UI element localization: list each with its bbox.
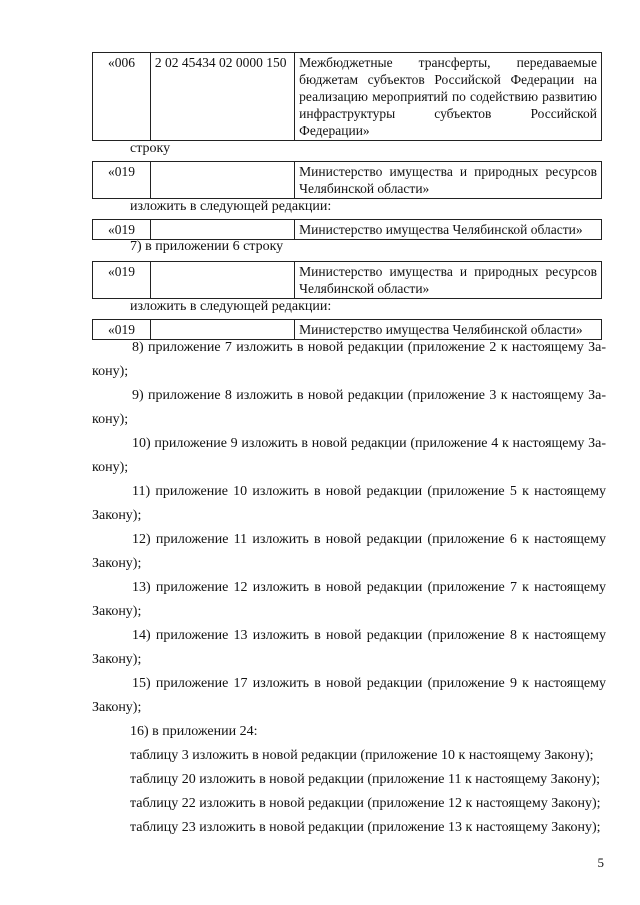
code-cell: «019 <box>93 220 151 240</box>
code-cell: «019 <box>93 262 151 299</box>
paragraph-continuation: Закону); <box>92 508 142 523</box>
paragraph-continuation: Закону); <box>92 652 142 667</box>
table-row <box>93 262 602 299</box>
paragraph-first-line: 14) приложение 13 изложить в новой редакции (приложение 8 к настоящему <box>132 628 606 643</box>
text-item-7: 7) в приложении 6 строку <box>130 239 284 254</box>
description-cell: Министерство имущества и природных ресурсов Челябинской области» <box>295 262 602 299</box>
paragraph-item-12 <box>92 528 606 576</box>
table-019-old-1 <box>92 161 602 199</box>
paragraph-item-13 <box>92 576 606 624</box>
paragraph-first-line: 10) приложение 9 изложить в новой редакции (приложение 4 к настоящему За- <box>132 436 606 451</box>
paragraph-first-line: 9) приложение 8 изложить в новой редакции (приложение 3 к настоящему За- <box>132 388 606 403</box>
page-number: 5 <box>597 855 604 870</box>
paragraph-item-14 <box>92 624 606 672</box>
code-cell: «019 <box>93 320 151 340</box>
table-019-new-1 <box>92 219 602 240</box>
sub-item-table-22: таблицу 22 изложить в новой редакции (приложение 12 к настоящему Закону); <box>130 796 601 811</box>
paragraph-continuation: Закону); <box>92 604 142 619</box>
description-cell: Министерство имущества Челябинской области» <box>295 320 602 340</box>
sub-item-table-20: таблицу 20 изложить в новой редакции (приложение 11 к настоящему Закону); <box>130 772 601 787</box>
text-izlozhit-2: изложить в следующей редакции: <box>130 299 332 314</box>
paragraph-first-line: 15) приложение 17 изложить в новой редакции (приложение 9 к настоящему <box>132 676 606 691</box>
paragraph-continuation: кону); <box>92 460 129 475</box>
paragraph-item-15 <box>92 672 606 720</box>
paragraph-item-10 <box>92 432 606 480</box>
table-019-old-2 <box>92 261 602 299</box>
code-cell: «006 <box>93 53 151 141</box>
paragraph-item-11 <box>92 480 606 528</box>
text-stroku: строку <box>130 141 171 156</box>
paragraph-first-line: 11) приложение 10 изложить в новой редакции (приложение 5 к настоящему <box>132 484 606 499</box>
paragraph-continuation: кону); <box>92 364 129 379</box>
sub-item-table-3: таблицу 3 изложить в новой редакции (приложение 10 к настоящему Закону); <box>130 748 594 763</box>
table-row <box>93 220 602 240</box>
paragraph-continuation: Закону); <box>92 556 142 571</box>
table-kbk-006 <box>92 52 602 141</box>
description-cell: Министерство имущества и природных ресурсов Челябинской области» <box>295 162 602 199</box>
code-cell: «019 <box>93 162 151 199</box>
paragraph-continuation: кону); <box>92 412 129 427</box>
paragraph-first-line: 8) приложение 7 изложить в новой редакции (приложение 2 к настоящему За- <box>132 340 606 355</box>
description-cell: Межбюджетные трансферты, передаваемые бюджетам субъектов Российской Федерации на реализацию мероприятий по содействию развитию инфраструктуры субъектов Российской Федерации» <box>295 53 602 141</box>
paragraph-item-9 <box>92 384 606 432</box>
item-16: 16) в приложении 24: <box>130 724 258 739</box>
kbk-cell: 2 02 45434 02 0000 150 <box>150 53 294 141</box>
table-row <box>93 53 602 141</box>
sub-item-table-23: таблицу 23 изложить в новой редакции (приложение 13 к настоящему Закону); <box>130 820 601 835</box>
kbk-cell <box>150 220 294 240</box>
text-izlozhit-1: изложить в следующей редакции: <box>130 199 332 214</box>
paragraph-first-line: 12) приложение 11 изложить в новой редакции (приложение 6 к настоящему <box>132 532 606 547</box>
paragraph-continuation: Закону); <box>92 700 142 715</box>
paragraph-first-line: 13) приложение 12 изложить в новой редакции (приложение 7 к настоящему <box>132 580 606 595</box>
table-row <box>93 162 602 199</box>
kbk-cell <box>150 262 294 299</box>
description-cell: Министерство имущества Челябинской области» <box>295 220 602 240</box>
kbk-cell <box>150 162 294 199</box>
paragraph-item-8 <box>92 336 606 384</box>
